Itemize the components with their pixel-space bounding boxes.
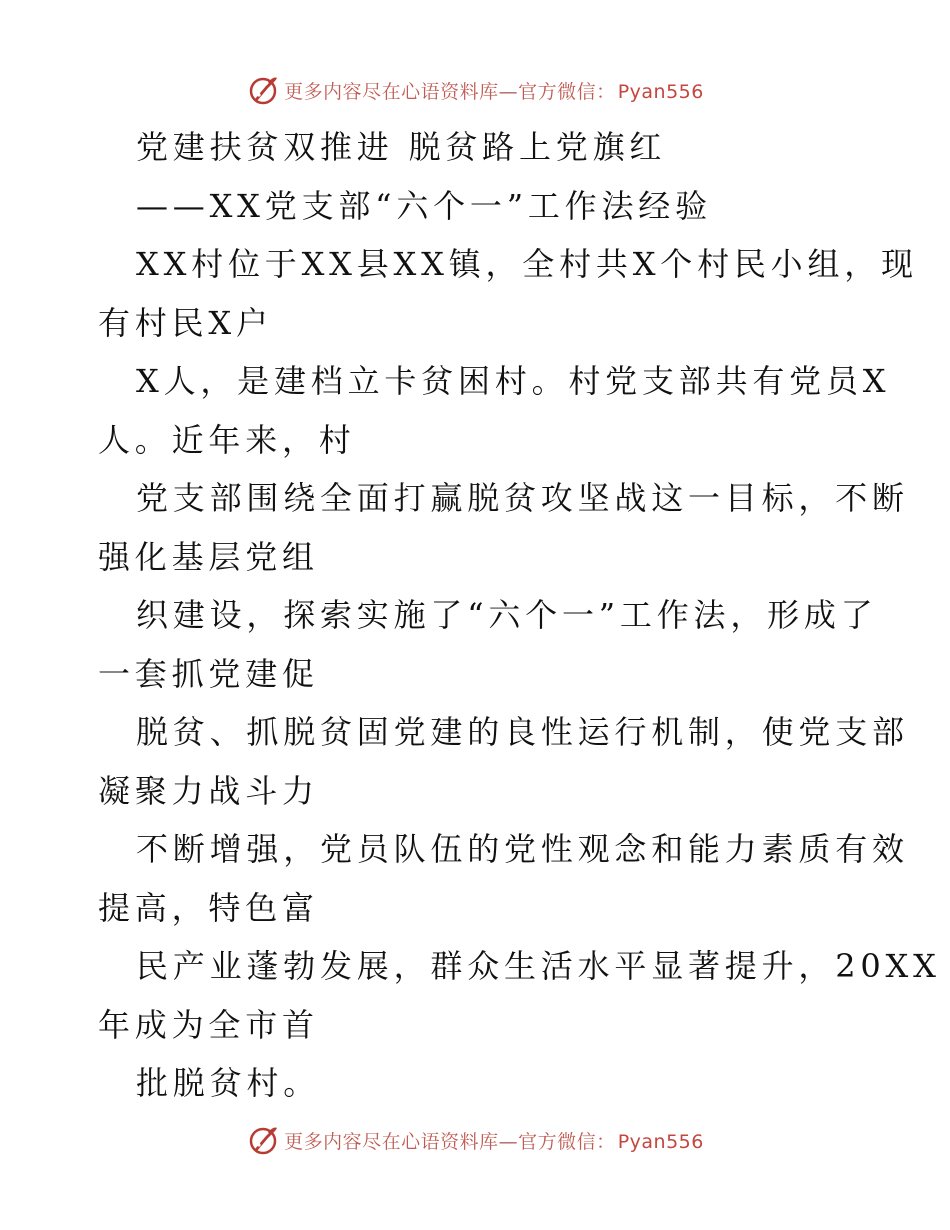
watermark-label: 官方微信： <box>518 80 616 103</box>
pen-nib-logo-icon <box>246 1123 280 1157</box>
paragraph-line: 不断增强，党员队伍的党性观念和能力素质有效 <box>136 830 909 868</box>
watermark-id: Pyan556 <box>617 80 704 103</box>
paragraph-line: 凝聚力战斗力 <box>98 771 319 810</box>
watermark-text <box>284 1127 704 1154</box>
paragraph-line: 一套抓党建促 <box>98 654 319 693</box>
paragraph-line: X人，是建档立卡贫困村。村党支部共有党员X <box>136 362 891 400</box>
watermark-dash: — <box>498 80 519 103</box>
paragraph-line: 提高，特色富 <box>98 888 319 927</box>
paragraph-line: 党支部围绕全面打赢脱贫攻坚战这一目标，不断 <box>136 479 909 517</box>
paragraph-line: 强化基层党组 <box>98 537 319 576</box>
watermark-label: 官方微信： <box>518 1130 616 1153</box>
paragraph-line: XX村位于XX县XX镇，全村共X个村民小组，现 <box>136 245 918 283</box>
pen-nib-logo-icon <box>246 73 280 107</box>
watermark-brand: 更多内容尽在心语资料库 <box>284 1130 499 1153</box>
paragraph-line: 年成为全市首 <box>98 1005 319 1044</box>
document-title: 党建扶贫双推进 脱贫路上党旗红 <box>136 128 667 166</box>
watermark-text <box>284 77 704 104</box>
document-body <box>98 118 941 1113</box>
footer-watermark <box>0 1120 950 1160</box>
paragraph-line: 有村民X户 <box>98 303 273 342</box>
watermark-brand: 更多内容尽在心语资料库 <box>284 80 499 103</box>
paragraph-line: 民产业蓬勃发展，群众生活水平显著提升，20XX <box>136 947 941 985</box>
paragraph-line: 脱贫、抓脱贫固党建的良性运行机制，使党支部 <box>136 713 909 751</box>
header-watermark <box>0 70 950 110</box>
watermark-id: Pyan556 <box>617 1130 704 1153</box>
paragraph-line: 人。近年来，村 <box>98 420 356 459</box>
watermark-dash: — <box>498 1130 519 1153</box>
paragraph-line: 批脱贫村。 <box>136 1064 321 1102</box>
paragraph-line: 织建设，探索实施了“六个一”工作法，形成了 <box>136 596 878 634</box>
document-subtitle: ——XX党支部“六个一”工作法经验 <box>136 186 712 225</box>
